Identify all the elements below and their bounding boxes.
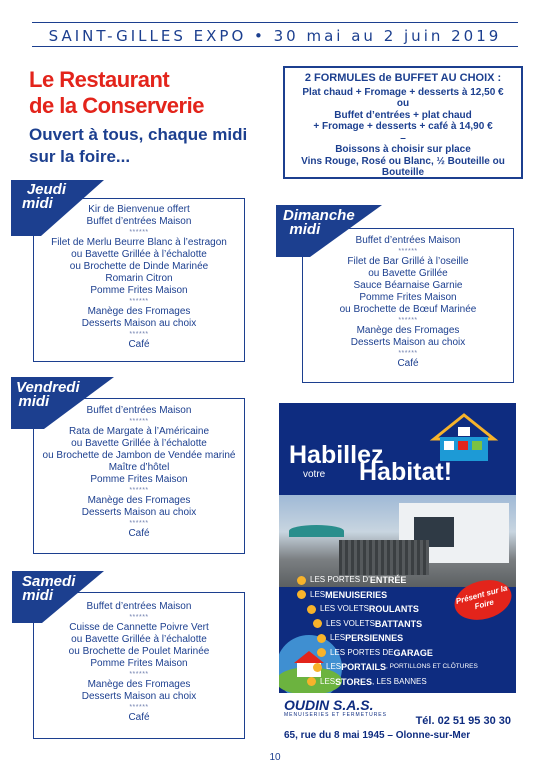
menu-line: Manège des Fromages bbox=[87, 495, 191, 506]
formules-line: – bbox=[400, 132, 406, 144]
menu-line: ou Bavette Grillée à l’échalotte bbox=[71, 438, 207, 449]
formules-line: Vins Rouge, Rosé ou Blanc, ½ Bouteille ou Bouteille bbox=[301, 155, 505, 178]
bullet-icon bbox=[297, 576, 306, 585]
menu-line: Café bbox=[397, 358, 419, 369]
header-rule-top bbox=[32, 22, 518, 23]
menu-line: Filet de Bar Grillé à l’oseille bbox=[347, 256, 469, 267]
bullet-icon bbox=[313, 619, 322, 628]
bullet-icon bbox=[317, 648, 326, 657]
ad-product-item: LES STORES , LES BANNES bbox=[297, 675, 497, 690]
menu-line: Buffet d’entrées Maison bbox=[86, 216, 192, 227]
menu-separator: ****** bbox=[398, 248, 418, 255]
day-label-vendredi bbox=[16, 381, 80, 409]
bullet-icon bbox=[297, 590, 306, 599]
menu-separator: ****** bbox=[129, 614, 149, 621]
photo-umbrella bbox=[289, 525, 344, 537]
title-line-1: Le Restaurant bbox=[29, 67, 170, 92]
menu-separator: ****** bbox=[129, 331, 149, 338]
menu-separator: ****** bbox=[129, 704, 149, 711]
day-label-samedi bbox=[22, 575, 75, 603]
menu-line: Buffet d’entrées Maison bbox=[355, 235, 461, 246]
menu-line: Rata de Margate à l’Américaine bbox=[68, 426, 210, 437]
formules-line: Boissons à choisir sur place bbox=[335, 144, 471, 155]
menu-line: Desserts Maison au choix bbox=[81, 691, 197, 702]
restaurant-subtitle bbox=[29, 124, 247, 168]
menu-separator: ****** bbox=[129, 671, 149, 678]
menu-line: Pomme Frites Maison bbox=[90, 658, 188, 669]
ad-product-item: LES PORTAILS , PORTILLONS ET CLÔTURES bbox=[297, 660, 497, 675]
ad-product-item: LES PORTES DE GARAGE bbox=[297, 646, 497, 661]
menu-line: Manège des Fromages bbox=[87, 306, 191, 317]
day-label-jeudi bbox=[22, 183, 71, 211]
ad-product-item: LES VOLETS BATTANTS bbox=[297, 617, 497, 632]
ad-product-item: LES PORTES D’ ENTRÉE bbox=[297, 573, 497, 588]
menu-line: Desserts Maison au choix bbox=[81, 318, 197, 329]
menu-line: ou Brochette de Jambon de Vendée mariné bbox=[42, 450, 236, 461]
ad-title-votre: votre bbox=[303, 469, 326, 480]
company-activity: MENUISERIES ET FERMETURES bbox=[284, 712, 387, 718]
formules-line: ou bbox=[396, 98, 410, 109]
day-label-line-1: Vendredi bbox=[16, 379, 80, 396]
menu-line: Buffet d’entrées Maison bbox=[86, 405, 192, 416]
formules-box bbox=[283, 66, 523, 179]
day-label-line-1: Samedi bbox=[22, 573, 76, 590]
formules-line: + Fromage + desserts + café à 14,90 € bbox=[313, 121, 493, 132]
subtitle-line-1: Ouvert à tous, chaque midi bbox=[29, 125, 248, 144]
menu-separator: ****** bbox=[398, 350, 418, 357]
menu-line: ou Bavette Grillée à l’échalotte bbox=[71, 634, 207, 645]
day-label-line-2: midi bbox=[289, 221, 321, 238]
company-name: OUDIN S.A.S. bbox=[284, 697, 374, 713]
menu-line: ou Brochette de Dinde Marinée bbox=[69, 261, 209, 272]
menu-line: Sauce Béarnaise Garnie bbox=[353, 280, 463, 291]
menu-line: Maître d’hôtel bbox=[108, 462, 170, 473]
bullet-icon bbox=[317, 634, 326, 643]
menu-separator: ****** bbox=[398, 317, 418, 324]
menu-line: ou Brochette de Poulet Marinée bbox=[68, 646, 210, 657]
company-phone: Tél. 02 51 95 30 30 bbox=[415, 715, 511, 727]
menu-line: Desserts Maison au choix bbox=[350, 337, 466, 348]
day-label-line-2: midi bbox=[18, 393, 50, 410]
restaurant-title bbox=[29, 67, 204, 119]
menu-line: Cuisse de Cannette Poivre Vert bbox=[69, 622, 209, 633]
company-address: 65, rue du 8 mai 1945 – Olonne-sur-Mer bbox=[284, 730, 471, 741]
page-number: 10 bbox=[269, 752, 281, 763]
formules-line: Buffet d’entrées + plat chaud bbox=[334, 109, 472, 121]
house-icon bbox=[424, 409, 504, 464]
menu-line: Café bbox=[128, 339, 150, 350]
formules-line: Plat chaud + Fromage + desserts à 12,50 € bbox=[302, 86, 504, 98]
menu-line: Café bbox=[128, 712, 150, 723]
photo-gate bbox=[339, 540, 429, 575]
menu-line: Manège des Fromages bbox=[356, 325, 460, 336]
menu-separator: ****** bbox=[129, 418, 149, 425]
bullet-icon bbox=[313, 663, 322, 672]
subtitle-line-2: sur la foire... bbox=[29, 147, 131, 166]
menu-line: Pomme Frites Maison bbox=[90, 285, 188, 296]
ad-product-item: LES VOLETS ROULANTS bbox=[297, 602, 497, 617]
menu-separator: ****** bbox=[129, 298, 149, 305]
menu-separator: ****** bbox=[129, 487, 149, 494]
menu-line: Pomme Frites Maison bbox=[90, 474, 188, 485]
ad-title-habillez: Habillez bbox=[289, 441, 384, 469]
page-header: SAINT-GILLES EXPO • 30 mai au 2 juin 2019 bbox=[48, 27, 502, 45]
menu-line: Desserts Maison au choix bbox=[81, 507, 197, 518]
menu-line: Kir de Bienvenue offert bbox=[88, 204, 190, 215]
menu-line: Manège des Fromages bbox=[87, 679, 191, 690]
ad-title-habitat: Habitat! bbox=[359, 458, 453, 486]
advert-oudin bbox=[279, 403, 516, 747]
day-label-dimanche bbox=[283, 209, 355, 237]
menu-line: Café bbox=[128, 528, 150, 539]
menu-line: Pomme Frites Maison bbox=[359, 292, 457, 303]
menu-line: Buffet d’entrées Maison bbox=[86, 601, 192, 612]
menu-line: ou Bavette Grillée à l’échalotte bbox=[71, 249, 207, 260]
menu-line: ou Brochette de Bœuf Marinée bbox=[339, 304, 477, 315]
ad-badge-present: Présent sur la Foire bbox=[450, 574, 516, 626]
ad-product-item: LES PERSIENNES bbox=[297, 631, 497, 646]
ad-contact-block bbox=[279, 693, 516, 747]
bullet-icon bbox=[307, 605, 316, 614]
menu-separator: ****** bbox=[129, 229, 149, 236]
day-label-line-2: midi bbox=[22, 195, 53, 212]
title-line-2: de la Conserverie bbox=[29, 93, 204, 118]
menu-line: ou Bavette Grillée bbox=[368, 268, 448, 279]
menu-line: Filet de Merlu Beurre Blanc à l’estragon bbox=[51, 237, 227, 248]
formules-title: 2 FORMULES de BUFFET AU CHOIX : bbox=[304, 72, 502, 84]
ad-product-item: LES MENUISERIES bbox=[297, 588, 497, 603]
bullet-icon bbox=[307, 677, 316, 686]
day-label-line-1: Dimanche bbox=[283, 207, 355, 224]
header-rule-bottom bbox=[32, 46, 518, 47]
menu-separator: ****** bbox=[129, 520, 149, 527]
menu-line: Romarin Citron bbox=[105, 273, 173, 284]
day-label-line-2: midi bbox=[22, 587, 54, 604]
day-label-line-1: Jeudi bbox=[26, 181, 67, 198]
